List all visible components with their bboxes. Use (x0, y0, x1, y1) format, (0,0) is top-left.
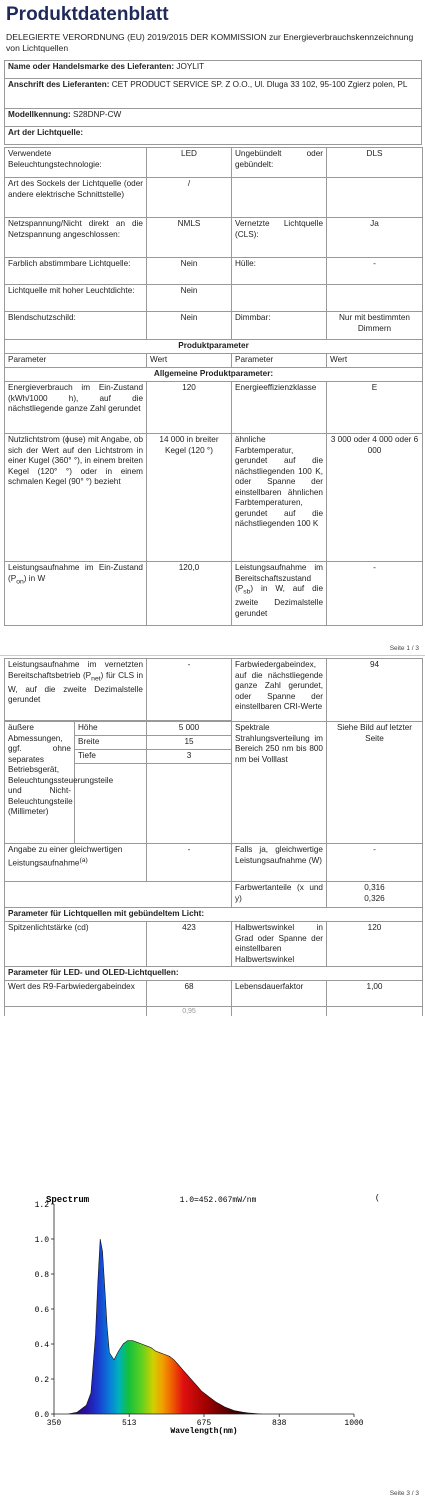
light-type-table (4, 147, 423, 340)
height-label: Höhe (75, 722, 147, 736)
height-value: 5 000 (147, 722, 232, 736)
standby-value: - (327, 562, 423, 626)
cri-value: 94 (327, 659, 423, 722)
empty-cell (327, 285, 423, 312)
col-value: Wert (147, 354, 232, 368)
page-1 (0, 0, 425, 655)
general-params-header: Allgemeine Produktparameter: (5, 368, 423, 382)
mains-value: NMLS (147, 218, 232, 258)
high-luminance-label: Lichtquelle mit hoher Leuchtdichte: (5, 285, 147, 312)
page-title: Produktdatenblatt (6, 4, 169, 25)
col-param: Parameter (5, 354, 147, 368)
chart-annotation: 1.0=452.067mW/nm (179, 1196, 257, 1205)
anti-glare-value: Nein (147, 312, 232, 340)
equivalent-value: - (147, 844, 232, 882)
led-params-header: Parameter für LED- und OLED-Lichtquellen: (5, 967, 423, 981)
energy-label: Energieverbrauch im Ein-Zustand (kWh/1000 h), auf die nächstliegende ganze Zahl gerundet (5, 382, 147, 434)
lifetime-factor-label: Lebensdauerfaktor (232, 981, 327, 1007)
r9-label: Wert des R9-Farbwiedergabeindex (5, 981, 147, 1007)
model-row (5, 109, 422, 127)
dimmable-value: Nur mit bestimmten Dimmern (327, 312, 423, 340)
supplier-address-row (5, 79, 422, 109)
chromaticity-label: Farbwertanteile (x und y) (232, 882, 327, 908)
y-tick-label: 0.4 (34, 1341, 49, 1350)
anti-glare-label: Blendschutzschild: (5, 312, 147, 340)
product-params-header: Produktparameter (5, 340, 423, 354)
cct-label: ähnliche Farbtemperatur, gerundet auf die nächstliegenden 100 K, oder Spanne der einstellbaren ähnlichen Farbtemperaturen, gerundet auf die nächstliegenden 100 K (232, 434, 327, 562)
chart-corner-mark: ( (375, 1194, 380, 1203)
beam-angle-label: Halbwertswinkel in Grad oder Spanne der einstellbaren Halbwertswinkel (232, 922, 327, 967)
equivalent-power-label: Falls ja, gleichwertige Leistungsaufnahme (W) (232, 844, 327, 882)
x-tick-label: 675 (196, 1419, 212, 1428)
depth-label: Tiefe (75, 750, 147, 764)
supplier-name-value: JOYLIT (176, 62, 205, 71)
bundled-params-header: Parameter für Lichtquellen mit gebündeltem Licht: (5, 908, 423, 922)
page-number: Seite 1 / 3 (389, 645, 419, 652)
high-luminance-value: Nein (147, 285, 232, 312)
supplier-address-label: Anschrift des Lieferanten: (8, 80, 110, 89)
power-on-value: 120,0 (147, 562, 232, 626)
net-standby-label: Leistungsaufnahme im vernetzten Bereitschaftsbetrieb $(P_{net})$ für CLS in W, auf die zweite Dezimalstelle gerundet (5, 659, 147, 721)
flux-value: 14 000 in breiter Kegel (120 °) (147, 434, 232, 562)
power-on-label: Leistungsaufnahme im Ein-Zustand $(P_{on})$ in W (5, 562, 147, 626)
beam-angle-value: 120 (327, 922, 423, 967)
socket-value: / (147, 178, 232, 218)
energy-value: 120 (147, 382, 232, 434)
efficiency-class-value: E (327, 382, 423, 434)
page2-table (4, 658, 423, 1016)
lifetime-factor-value: 1,00 (327, 981, 423, 1007)
bundled-value: DLS (327, 148, 423, 178)
socket-label: Art des Sockels der Lichtquelle (oder andere elektrische Schnittstelle) (5, 178, 147, 218)
technology-label: Verwendete Beleuchtungstechnologie: (5, 148, 147, 178)
standby-label: Leistungsaufnahme im Bereitschaftszustand $(P_{sb})$ in W, auf die zweite Dezimalstelle gerundet (232, 562, 327, 626)
col-param: Parameter (232, 354, 327, 368)
x-tick-label: 1000 (344, 1419, 364, 1428)
empty-cell (147, 764, 232, 844)
y-tick-label: 1.2 (34, 1201, 49, 1210)
empty-cell (232, 1007, 327, 1017)
dimmable-label: Dimmbar: (232, 312, 327, 340)
col-value: Wert (327, 354, 423, 368)
empty-cell (327, 1007, 423, 1017)
cct-value: 3 000 oder 4 000 oder 6 000 (327, 434, 423, 562)
cut-off-label (5, 1007, 147, 1017)
y-tick-label: 0.6 (34, 1306, 49, 1315)
tunable-label: Farblich abstimmbare Lichtquelle: (5, 258, 147, 285)
cls-value: Ja (327, 218, 423, 258)
envelope-value: - (327, 258, 423, 285)
equivalent-power-value: - (327, 844, 423, 882)
supplier-name-label: Name oder Handelsmarke des Lieferanten: (8, 62, 175, 71)
cut-off-value: 0,95 (147, 1007, 232, 1017)
x-tick-label: 838 (272, 1419, 287, 1428)
y-tick-label: 0.2 (34, 1376, 49, 1385)
r9-value: 68 (147, 981, 232, 1007)
y-tick-label: 0.0 (34, 1411, 49, 1420)
width-label: Breite (75, 736, 147, 750)
page-separator (0, 655, 425, 656)
y-tick-label: 0.8 (34, 1271, 49, 1280)
regulation-text: DELEGIERTE VERORDNUNG (EU) 2019/2015 DER KOMMISSION zur Energieverbrauchskennzeichnung von Lichtquellen (6, 32, 414, 53)
x-tick-label: 513 (122, 1419, 137, 1428)
equivalent-label: Angabe zu einer gleichwertigen Leistungsaufnahme$^{(a)}$ (5, 844, 147, 882)
product-params-table (4, 339, 423, 626)
bundled-label: Ungebündelt oder gebündelt: (232, 148, 327, 178)
cls-label: Vernetzte Lichtquelle (CLS): (232, 218, 327, 258)
model-value: S28DNP-CW (73, 110, 122, 119)
tunable-value: Nein (147, 258, 232, 285)
chart-title: Spectrum (46, 1195, 90, 1205)
mains-label: Netzspannung/Nicht direkt an die Netzspannung angeschlossen: (5, 218, 147, 258)
empty-cell (327, 178, 423, 218)
empty-cell (232, 178, 327, 218)
peak-intensity-label: Spitzenlichtstärke (cd) (5, 922, 147, 967)
supplier-table (4, 60, 422, 145)
flux-label: Nutzlichtstrom (ϕuse) mit Angabe, ob sich der Wert auf den Lichtstrom in einer Kugel (360° °), in einem breiten Kegel (120° °) oder in einem schmalen Kegel (90° °) bezieht (5, 434, 147, 562)
light-type-header: Art der Lichtquelle: (5, 127, 422, 145)
envelope-label: Hülle: (232, 258, 327, 285)
net-standby-value: - (147, 659, 232, 721)
width-value: 15 (147, 736, 232, 750)
empty-cell (5, 882, 232, 908)
depth-value: 3 (147, 750, 232, 764)
x-tick-label: 350 (46, 1419, 62, 1428)
spectral-label: Spektrale Strahlungsverteilung im Bereich 250 nm bis 800 nm bei Volllast (232, 722, 327, 844)
supplier-name-row (5, 61, 422, 79)
spectral-value: Siehe Bild auf letzter Seite (327, 722, 423, 844)
x-axis-label: Wavelength(nm) (170, 1427, 238, 1436)
technology-value: LED (147, 148, 232, 178)
model-label: Modellkennung: (8, 110, 71, 119)
peak-intensity-value: 423 (147, 922, 232, 967)
efficiency-class-label: Energieeffizienzklasse (232, 382, 327, 434)
supplier-address-value: CET PRODUCT SERVICE SP. Z O.O., Ul. Dluga 33 102, 95-100 Zgierz polen, PL (111, 80, 408, 89)
empty-cell (232, 285, 327, 312)
chromaticity-value: 0,316 0,326 (327, 882, 423, 908)
page-number: Seite 3 / 3 (389, 1490, 419, 1497)
dimensions-label: äußere Abmessungen, ggf. ohne separates Betriebsgerät, Beleuchtungssteuerungsteile und Nicht-Beleuchtungsteile (Millimeter) (5, 722, 75, 844)
y-tick-label: 1.0 (34, 1236, 49, 1245)
spectrum-chart (0, 1180, 425, 1450)
cri-label: Farbwiedergabeindex, auf die nächstliegende ganze Zahl gerundet, oder Spanne der einstellbaren CRI-Werte (232, 659, 327, 722)
